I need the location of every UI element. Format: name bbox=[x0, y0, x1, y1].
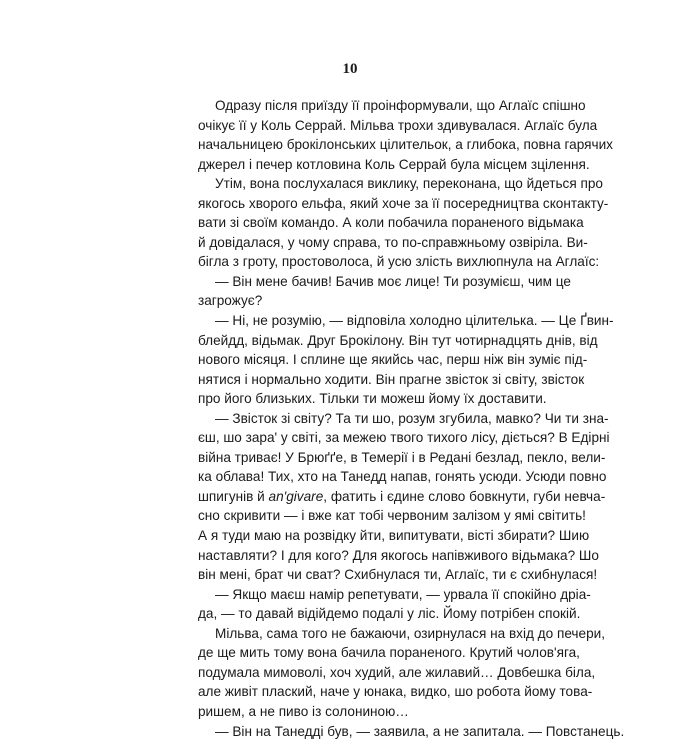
text-line: Мільва, сама того не бажаючи, озирнулася на вхід до печери, bbox=[198, 624, 530, 644]
text-segment: , фатить і єдине слово бовкнути, губи невча- bbox=[323, 489, 605, 504]
text-line: наставляти? І для кого? Для якогось напівживого відьмака? Шо bbox=[198, 546, 530, 566]
text-line: де ще мить тому вона бачила пораненого. Крутий чолов'яга, bbox=[198, 643, 530, 663]
italic-term: an'givare bbox=[269, 489, 324, 504]
text-line: про його близьких. Тільки ти можеш йому їх доставити. bbox=[198, 389, 530, 409]
text-line: джерел і печер котловина Коль Серрай була місцем зцілення. bbox=[198, 155, 530, 175]
text-segment: шпигунів й bbox=[198, 489, 269, 504]
text-line: — Він мене бачив! Бачив моє лице! Ти розумієш, чим це bbox=[198, 272, 530, 292]
text-line: — Він на Танедді був, — заявила, а не запитала. — Повстанець. bbox=[198, 722, 530, 741]
text-line: подумала мимоволі, хоч худий, але жилавий… Довбешка біла, bbox=[198, 663, 530, 683]
body-text bbox=[198, 96, 530, 741]
text-line: — Звісток зі світу? Та ти шо, розум згубила, мавко? Чи ти зна- bbox=[198, 409, 530, 429]
text-line: бігла з гроту, простоволоса, й усю злість вихлюпнула на Аглаїс: bbox=[198, 252, 530, 272]
text-line: нового місяця. І сплине ще якийсь час, перш ніж він зуміє під- bbox=[198, 350, 530, 370]
text-line: якогось хворого ельфа, який хоче за її посередництва сконтакту- bbox=[198, 194, 530, 214]
text-line: А я туди маю на розвідку йти, випитувати, вісті збирати? Шию bbox=[198, 526, 530, 546]
text-line: сно скривити — і вже кат тобі червоним залізом у ямі світить! bbox=[198, 506, 530, 526]
text-line: блейдд, відьмак. Друг Брокілону. Він тут чотирнадцять днів, від bbox=[198, 331, 530, 351]
text-line: війна триває! У Брюґґе, в Темерії і в Редані безлад, пекло, вели- bbox=[198, 448, 530, 468]
text-line-with-italic bbox=[198, 487, 530, 507]
text-line: нятися і нормально ходити. Він прагне звісток зі світу, звісток bbox=[198, 370, 530, 390]
text-line: — Якщо маєш намір репетувати, — урвала її спокійно дріа- bbox=[198, 585, 530, 605]
text-line: вати зі своїм командо. А коли побачила пораненого відьмака bbox=[198, 213, 530, 233]
text-line: але живіт плаский, наче у юнака, видко, шо робота йому това- bbox=[198, 682, 530, 702]
text-line: загрожує? bbox=[198, 291, 530, 311]
text-line: він мені, брат чи сват? Схибнулася ти, Аглаїс, ти є схибнулася! bbox=[198, 565, 530, 585]
text-line: начальницею брокілонських цілительок, а глибока, повна гарячих bbox=[198, 135, 530, 155]
text-line: Утім, вона послухалася виклику, переконана, що йдеться про bbox=[198, 174, 530, 194]
text-line: Одразу після приїзду її проінформували, що Аглаїс спішно bbox=[198, 96, 530, 116]
text-line: да, — то давай відійдемо подалі у ліс. Йому потрібен спокій. bbox=[198, 604, 530, 624]
page-number: 10 bbox=[0, 60, 700, 78]
text-line: — Ні, не розумію, — відповіла холодно цілителька. — Це Ґвин- bbox=[198, 311, 530, 331]
text-line: єш, шо зара' у світі, за межею твого тихого лісу, діється? В Едірні bbox=[198, 428, 530, 448]
text-line: очікує її у Коль Серрай. Мільва трохи здивувалася. Аглаїс була bbox=[198, 116, 530, 136]
text-line: ришем, а не пиво із солониною… bbox=[198, 702, 530, 722]
text-line: ка облава! Тих, хто на Танедд напав, гонять усюди. Усюди повно bbox=[198, 467, 530, 487]
text-line: й довідалася, у чому справа, то по-справжньому озвіріла. Ви- bbox=[198, 233, 530, 253]
